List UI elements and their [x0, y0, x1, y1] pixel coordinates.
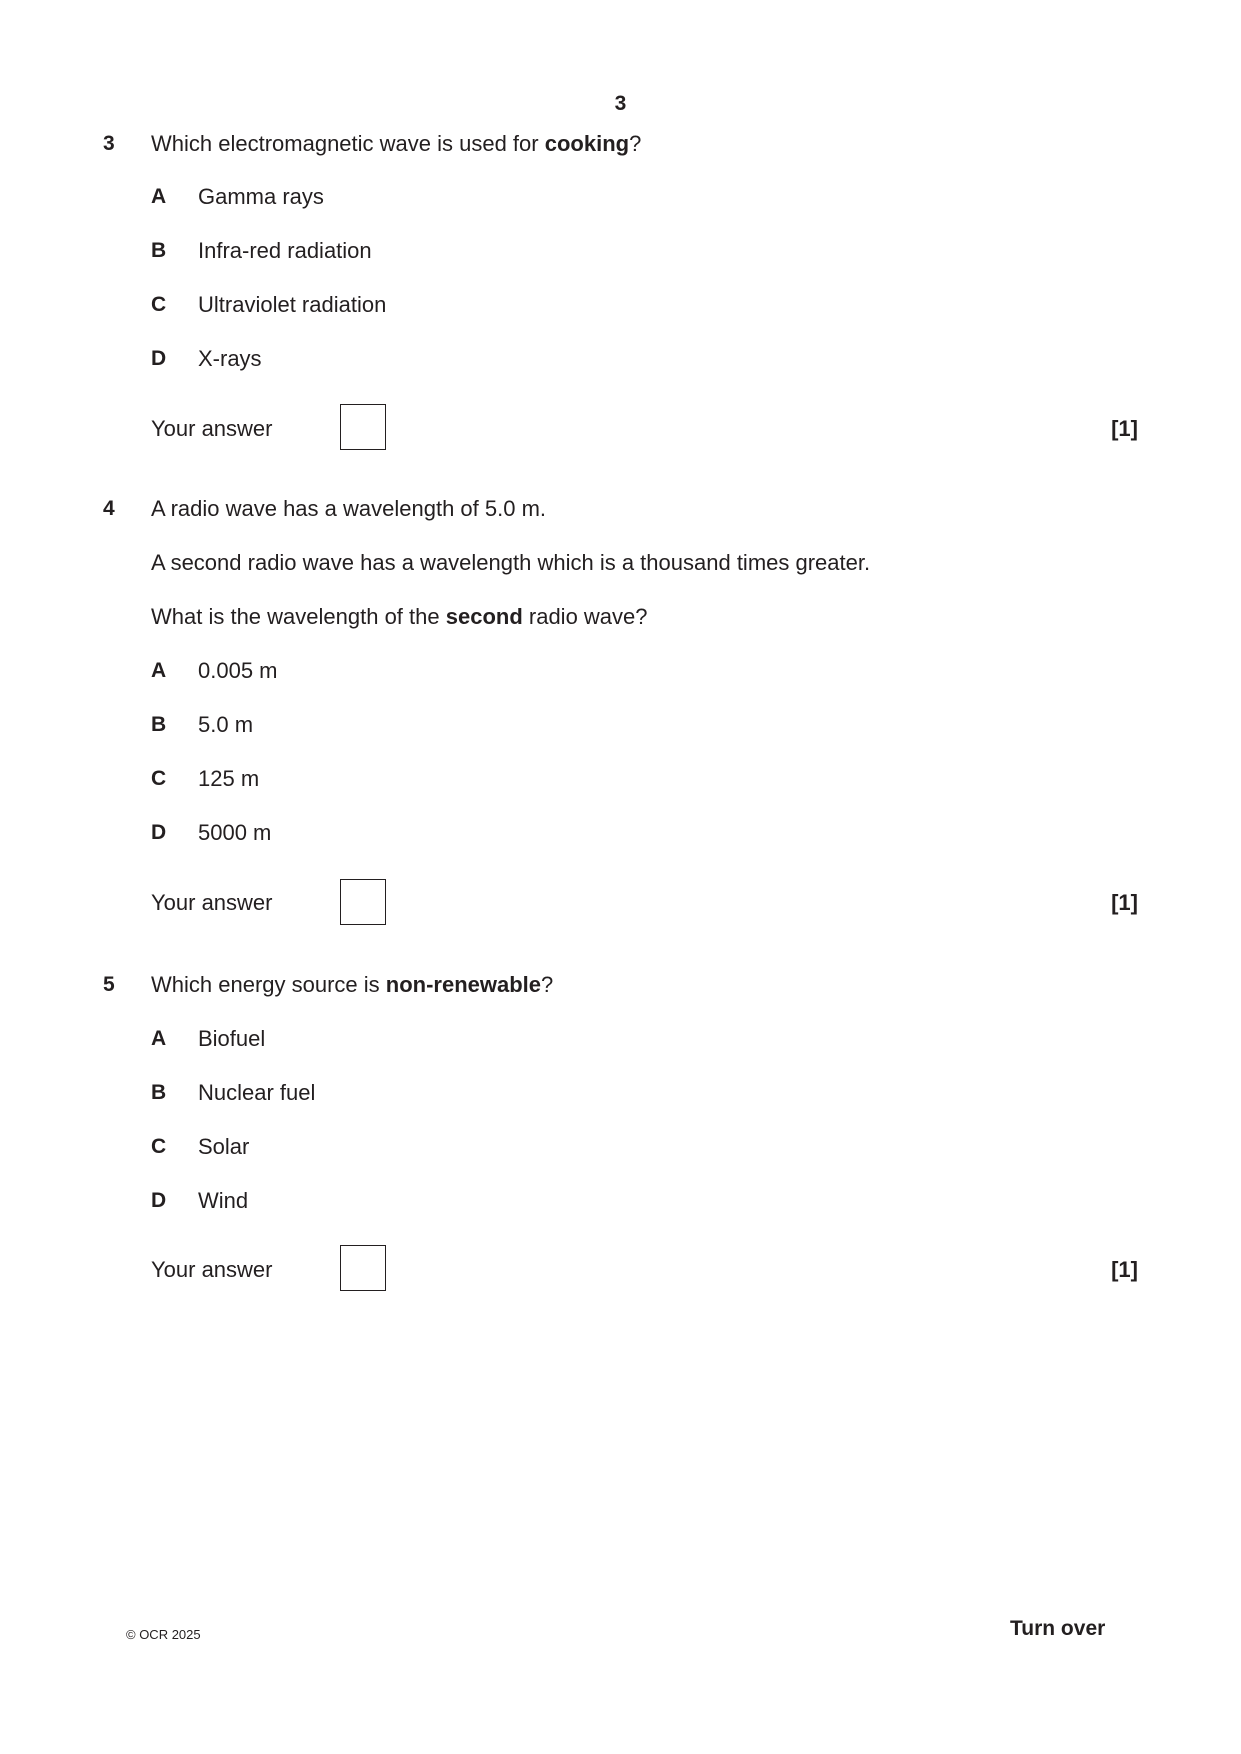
turn-over-label: Turn over	[1010, 1617, 1106, 1640]
option-text: Gamma rays	[198, 184, 324, 209]
option-letter: C	[151, 1135, 167, 1158]
option-letter: C	[151, 293, 167, 316]
option-text: X-rays	[198, 346, 262, 371]
answer-box[interactable]	[340, 404, 386, 450]
option-letter: D	[151, 821, 167, 844]
option-letter: C	[151, 767, 167, 790]
option-letter: B	[151, 239, 167, 262]
option-letter: B	[151, 1081, 167, 1104]
stem-emphasis: non-renewable	[385, 972, 542, 997]
stem-emphasis: second	[445, 604, 523, 629]
option-letter: D	[151, 347, 167, 370]
question-number: 5	[103, 973, 115, 996]
stem-text: ?	[541, 972, 554, 997]
stem-text: What is the wavelength of the	[151, 604, 446, 629]
option-text: 5000 m	[198, 820, 272, 845]
page-number: 3	[614, 92, 627, 115]
option-text: Biofuel	[198, 1026, 266, 1051]
marks: [1]	[1111, 1257, 1138, 1282]
stem-text: radio wave?	[522, 604, 648, 629]
question-stem	[151, 131, 641, 157]
copyright-notice: © OCR 2025	[126, 1627, 201, 1642]
option-letter: A	[151, 1027, 167, 1050]
stem-text: Which energy source is	[151, 972, 386, 997]
question-stem	[151, 550, 870, 576]
answer-label: Your answer	[151, 1257, 273, 1282]
option-text: Solar	[198, 1134, 250, 1159]
option-letter: A	[151, 659, 167, 682]
answer-box[interactable]	[340, 1245, 386, 1291]
answer-box[interactable]	[340, 879, 386, 925]
answer-label: Your answer	[151, 890, 273, 915]
question-number: 4	[103, 497, 115, 520]
answer-label: Your answer	[151, 416, 273, 441]
option-letter: B	[151, 713, 167, 736]
stem-text: A radio wave has a wavelength of 5.0 m.	[151, 496, 547, 521]
option-text: 5.0 m	[198, 712, 254, 737]
question-stem	[151, 496, 546, 522]
stem-text: ?	[629, 131, 642, 156]
question-number: 3	[103, 132, 115, 155]
marks: [1]	[1111, 890, 1138, 915]
option-text: 125 m	[198, 766, 260, 791]
stem-text: A second radio wave has a wavelength which is a thousand times greater.	[151, 550, 871, 575]
option-text: Ultraviolet radiation	[198, 292, 387, 317]
option-letter: A	[151, 185, 167, 208]
option-text: 0.005 m	[198, 658, 278, 683]
option-text: Nuclear fuel	[198, 1080, 316, 1105]
stem-text: Which electromagnetic wave is used for	[151, 131, 545, 156]
option-text: Wind	[198, 1188, 249, 1213]
marks: [1]	[1111, 416, 1138, 441]
question-stem	[151, 604, 648, 630]
question-stem	[151, 972, 553, 998]
option-text: Infra-red radiation	[198, 238, 372, 263]
stem-emphasis: cooking	[544, 131, 630, 156]
option-letter: D	[151, 1189, 167, 1212]
